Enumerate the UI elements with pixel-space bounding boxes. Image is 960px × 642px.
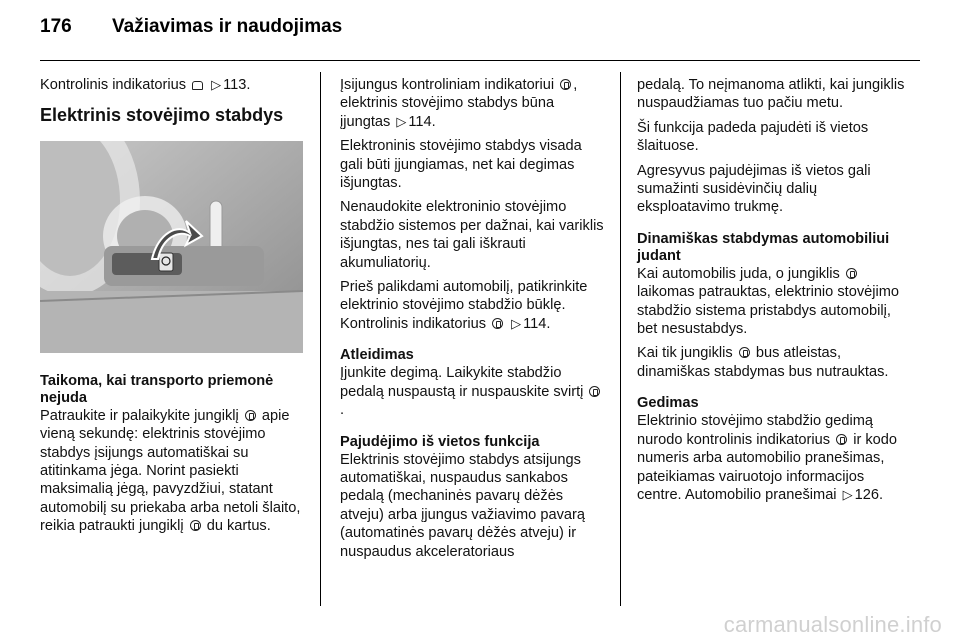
subheading-release: Atleidimas [340, 347, 414, 364]
column-1 [40, 76, 305, 542]
car-indicator-icon [192, 81, 203, 90]
parking-brake-switch-icon [245, 410, 256, 421]
section-title: Elektrinis stovėjimo stabdys [40, 105, 284, 126]
warning-indicator-icon [836, 434, 847, 445]
parking-brake-switch-icon [492, 318, 503, 329]
paragraph: Elektrinis stovėjimo stabdys atsijungs automatiškai, nuspaudus sankabos pedalą (mechaninės pavarų dėžės atveju) arba įjungus važiavimo pavarą (automatinės pavarų dėžės atveju) ir nuspaudus akceleratoriaus [340, 451, 585, 560]
parking-brake-switch-icon [846, 268, 857, 279]
parking-brake-switch-icon [589, 386, 600, 397]
subheading-stationary: Taikoma, kai transporto priemonė nejuda [40, 372, 274, 406]
intro-line: Kontrolinis indikatorius ▷ 113. [40, 77, 251, 93]
paragraph: Kai tik jungiklis bus atleistas, dinamiškas stabdymas bus nutrauktas. [637, 345, 889, 380]
parking-brake-switch-icon [739, 347, 750, 358]
parking-brake-switch-icon [190, 520, 201, 531]
column-2 [340, 76, 605, 567]
paragraph: Įjunkite degimą. Laikykite stabdžio pedalą nuspaustą ir nuspauskite svirtį . [340, 364, 605, 419]
parking-brake-switch-photo [40, 141, 303, 353]
subheading-drive-away: Pajudėjimo iš vietos funkcija [340, 433, 540, 450]
reference-arrow-icon: ▷ [842, 486, 853, 502]
column-divider [320, 72, 321, 606]
reference-arrow-icon: ▷ [511, 315, 522, 331]
paragraph: Prieš palikdami automobilį, patikrinkite elektrinio stovėjimo stabdžio būklę. Kontrolinis indikatorius ▷ 114. [340, 279, 588, 332]
paragraph: Nenaudokite elektroninio stovėjimo stabdžio sistemos per dažnai, kai variklis išjungtas, nes tai gali iškrauti akumuliatorių. [340, 199, 604, 271]
reference-arrow-icon: ▷ [211, 77, 222, 92]
chapter-title: Važiavimas ir naudojimas [112, 16, 343, 37]
page-header [40, 16, 342, 38]
reference-arrow-icon: ▷ [396, 113, 407, 129]
paragraph: Kai automobilis juda, o jungiklis laikomas patrauktas, elektrinio stovėjimo stabdžio sistema pristabdys automobilį, bet nesustabdys. [637, 265, 899, 338]
paragraph: Elektrinio stovėjimo stabdžio gedimą nurodo kontrolinis indikatorius ir kodo numeris arba automobilio pranešimas, pateikiamas vairuotojo informacijos centre. Automobilio pranešimai ▷ 126. [637, 413, 898, 503]
paragraph: pedalą. To neįmanoma atlikti, kai jungiklis nuspaudžiamas tuo pačiu metu. [637, 77, 905, 112]
subheading-dynamic-braking: Dinamiškas stabdymas automobiliui judant [637, 230, 890, 264]
subheading-fault: Gedimas [637, 395, 699, 412]
page-number: 176 [40, 16, 72, 37]
paragraph: Patraukite ir palaikykite jungiklį apie vieną sekundę: elektrinis stovėjimo stabdys įsijungs automatiškai su atitinkama jėga. Norint pasiekti maksimalią jėgą, pavyzdžiui, statant automobilį su priekaba arba netoli šlaito, reikia patraukti jungiklį du kartus. [40, 407, 301, 535]
paragraph: Įsijungus kontroliniam indikatoriui , elektrinis stovėjimo stabdys būna įjungtas ▷ 114. [340, 77, 578, 130]
column-divider [620, 72, 621, 606]
paragraph: Elektroninis stovėjimo stabdys visada gali būti įjungiamas, net kai degimas išjungtas. [340, 138, 582, 192]
parking-brake-switch-icon [560, 79, 571, 90]
header-divider [40, 60, 920, 61]
column-3 [637, 76, 905, 510]
paragraph: Agresyvus pajudėjimas iš vietos gali sumažinti susidėvinčių dalių eksploatavimo trukmę. [637, 162, 871, 216]
watermark: carmanualsonline.info [723, 612, 942, 637]
paragraph: Ši funkcija padeda pajudėti iš vietos šlaituose. [637, 119, 869, 155]
